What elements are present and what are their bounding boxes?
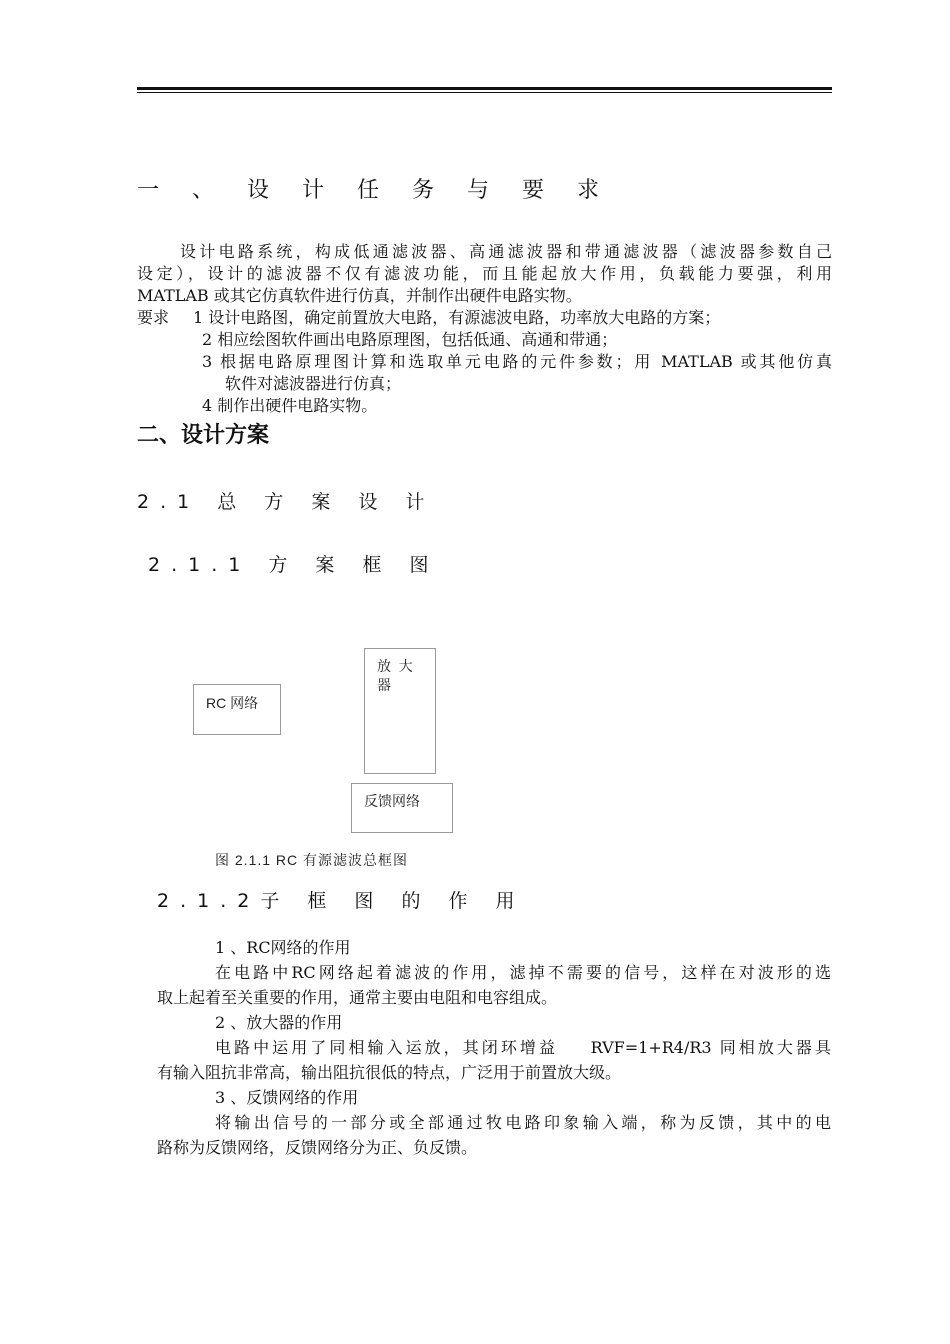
amplifier-box xyxy=(364,648,436,774)
section1-para-line-1: 设计电路系统，构成低通滤波器、高通滤波器和带通滤波器（滤波器参数自己 xyxy=(180,242,832,261)
diagram-caption: 图 2.1.1 RC 有源滤波总框图 xyxy=(215,852,409,868)
feedback-network-box xyxy=(351,783,453,833)
amplifier-label-line-1: 放 大 xyxy=(377,658,413,674)
item-3-line-1: 将输出信号的一部分或全部通过牧电路印象输入端，称为反馈，其中的电 xyxy=(215,1113,831,1132)
section1-para-line-2: 设定），设计的滤波器不仅有滤波功能，而且能起放大作用，负载能力要强，利用 xyxy=(137,264,832,283)
section1-para-line-3: MATLAB 或其它仿真软件进行仿真，并制作出硬件电路实物。 xyxy=(137,286,582,305)
subsection-2-1-heading: 2.1 总 方 案 设 计 xyxy=(137,491,436,513)
amplifier-label-line-2: 器 xyxy=(377,677,391,693)
subsection-2-1-2-heading: 2.1.2子 框 图 的 作 用 xyxy=(157,890,526,912)
feedback-network-label: 反馈网络 xyxy=(364,793,420,809)
item-1-line-2: 取上起着至关重要的作用，通常主要由电阻和电容组成。 xyxy=(157,988,558,1007)
requirements-label: 要求 xyxy=(137,308,170,327)
requirement-item-2: 2 相应绘图软件画出电路原理图，包括低通、高通和带通； xyxy=(202,330,618,349)
section2-heading: 二、设计方案 xyxy=(137,423,270,448)
item-2-line-1: 电路中运用了同相输入运放，其闭环增益 RVF=1+R4/R3 同相放大器具 xyxy=(215,1038,831,1057)
rc-network-box xyxy=(193,684,281,735)
item-1-title: 1 、RC网络的作用 xyxy=(215,938,351,957)
requirement-item-4: 4 制作出硬件电路实物。 xyxy=(202,396,378,415)
subsection-2-1-1-heading: 2.1.1 方 案 框 图 xyxy=(148,554,440,576)
section1-heading: 一 、 设 计 任 务 与 要 求 xyxy=(137,178,612,203)
item-3-title: 3 、反馈网络的作用 xyxy=(215,1088,359,1107)
rc-network-label: RC 网络 xyxy=(206,695,259,711)
requirement-item-3: 3 根据电路原理图计算和选取单元电路的元件参数；用 MATLAB 或其他仿真 xyxy=(202,352,832,371)
requirement-item-1: 1 设计电路图，确定前置放大电路，有源滤波电路，功率放大电路的方案； xyxy=(193,308,721,327)
item-1-line-1: 在电路中RC网络起着滤波的作用，滤掉不需要的信号，这样在对波形的选 xyxy=(215,963,831,982)
header-rule-thick xyxy=(137,87,832,90)
item-2-line-2: 有输入阻抗非常高，输出阻抗很低的特点，广泛用于前置放大级。 xyxy=(157,1063,622,1082)
requirement-item-3-cont: 软件对滤波器进行仿真； xyxy=(225,374,402,393)
item-2-title: 2 、放大器的作用 xyxy=(215,1013,343,1032)
item-3-line-2: 路称为反馈网络，反馈网络分为正、负反馈。 xyxy=(157,1138,478,1157)
header-rule-thin xyxy=(137,92,832,93)
